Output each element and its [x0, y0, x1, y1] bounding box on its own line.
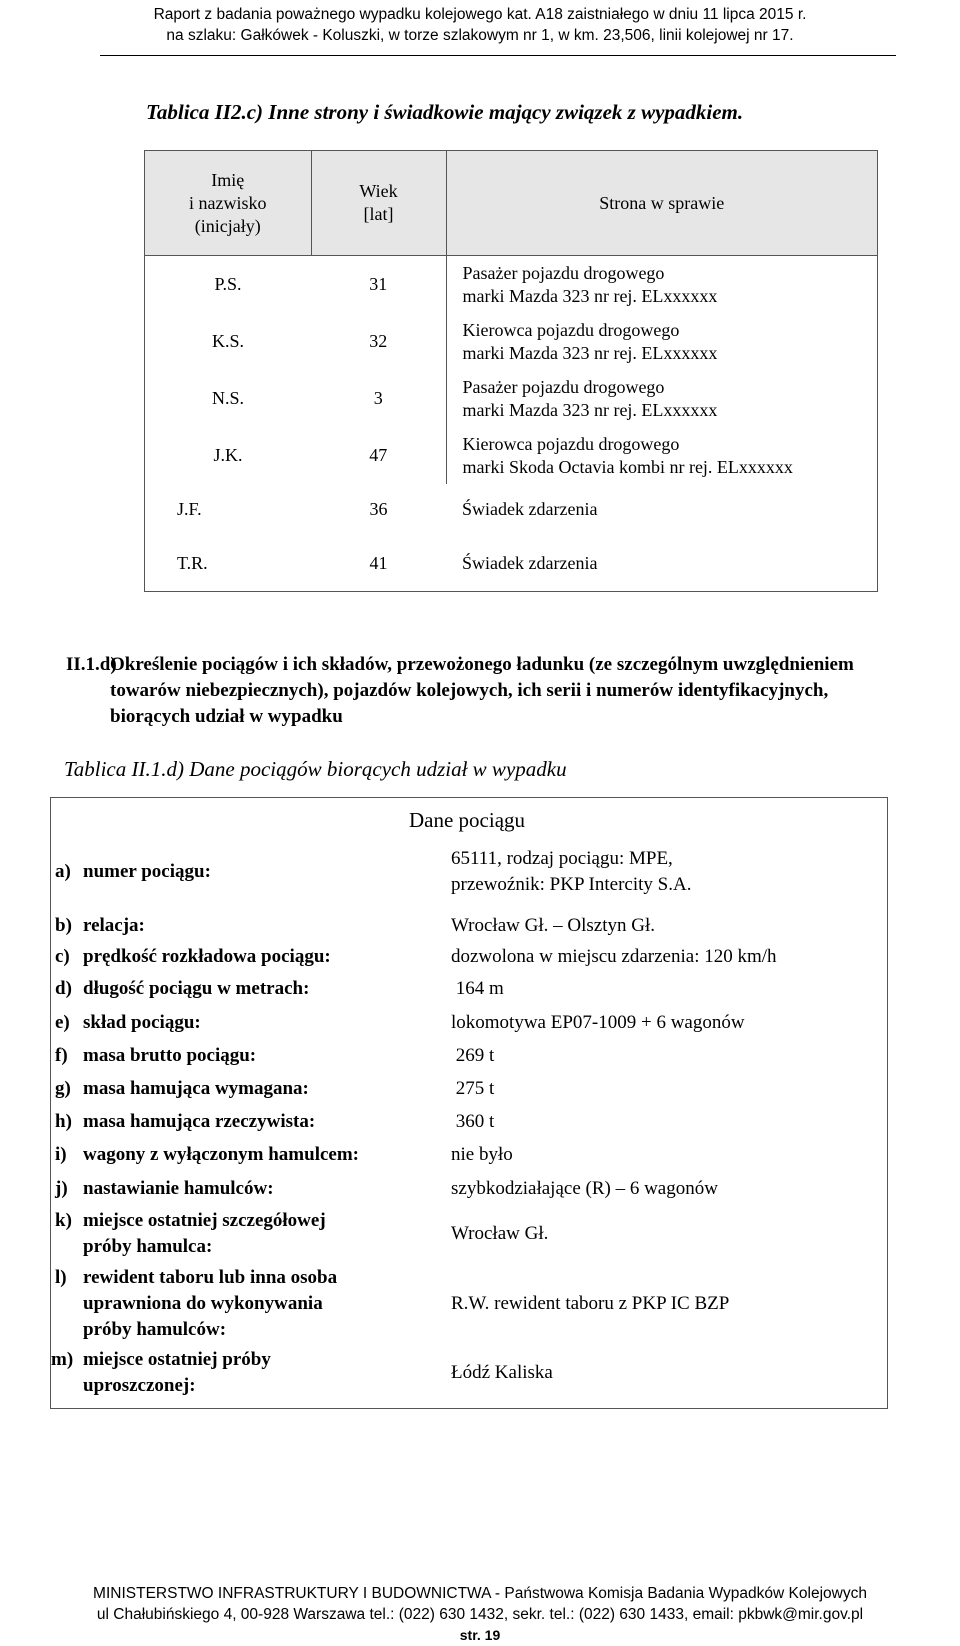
- row-label: l) rewident taboru lub inna osoba uprawniona do wykonywania próby hamulców:: [55, 1267, 338, 1340]
- row-value: 164 m: [451, 978, 504, 999]
- cell-role: Świadek zdarzenia: [446, 535, 878, 592]
- row-label: k) miejsce ostatniej szczegółowej próby hamulca:: [55, 1210, 326, 1257]
- table-header-row: [145, 151, 878, 256]
- row-label: j) nastawianie hamulców:: [55, 1178, 274, 1199]
- cell-name: P.S.: [145, 256, 312, 314]
- cell-age: 31: [311, 256, 446, 314]
- cell-role: Świadek zdarzenia: [446, 484, 878, 535]
- row-value: dozwolona w miejscu zdarzenia: 120 km/h: [451, 946, 777, 967]
- header-role: Strona w sprawie: [446, 151, 878, 256]
- cell-role: Pasażer pojazdu drogowego marki Mazda 323 nr rej. ELxxxxxx: [446, 256, 878, 314]
- row-label: g) masa hamująca wymagana:: [55, 1078, 309, 1099]
- row-label: a) numer pociągu:: [55, 861, 211, 882]
- cell-name: K.S.: [145, 313, 312, 370]
- row-value: nie było: [451, 1144, 513, 1165]
- cell-name: J.F.: [145, 484, 312, 535]
- cell-age: 32: [311, 313, 446, 370]
- row-value: 65111, rodzaj pociągu: MPE, przewoźnik: PKP Intercity S.A.: [451, 848, 692, 895]
- section-heading: [66, 652, 896, 730]
- cell-name: T.R.: [145, 535, 312, 592]
- row-value: Wrocław Gł. – Olsztyn Gł.: [451, 915, 655, 936]
- cell-role: Pasażer pojazdu drogowego marki Mazda 323 nr rej. ELxxxxxx: [446, 370, 878, 427]
- table2-caption: Tablica II.1.d) Dane pociągów biorących udział w wypadku: [64, 757, 567, 781]
- cell-age: 47: [311, 427, 446, 484]
- section-line-3: biorących udział w wypadku: [110, 706, 343, 727]
- table-row: [145, 313, 878, 370]
- footer-line-1: MINISTERSTWO INFRASTRUKTURY I BUDOWNICTWA - Państwowa Komisja Badania Wypadków Kolejowych: [93, 1585, 867, 1602]
- row-label: b) relacja:: [55, 915, 145, 936]
- table1-caption: Tablica II2.c) Inne strony i świadkowie mający związek z wypadkiem.: [146, 100, 744, 124]
- page-number: str. 19: [459, 1627, 501, 1643]
- row-value: 360 t: [451, 1111, 495, 1132]
- cell-role: Kierowca pojazdu drogowego marki Skoda Octavia kombi nr rej. ELxxxxxx: [446, 427, 878, 484]
- train-data-table: [50, 797, 888, 1409]
- train-data-header: Dane pociągu: [409, 808, 526, 832]
- row-value: lokomotywa EP07-1009 + 6 wagonów: [451, 1012, 745, 1033]
- row-label: f) masa brutto pociągu:: [55, 1045, 257, 1066]
- header-name: Imię i nazwisko (inicjały): [145, 151, 312, 256]
- row-value: Wrocław Gł.: [451, 1223, 549, 1244]
- row-value: 275 t: [451, 1078, 495, 1099]
- parties-table: [144, 150, 878, 592]
- row-label: m) miejsce ostatniej próby uproszczonej:: [51, 1349, 271, 1396]
- section-line-2: towarów niebezpiecznych), pojazdów kolejowych, ich serii i numerów identyfikacyjnych,: [110, 680, 829, 701]
- row-value: R.W. rewident taboru z PKP IC BZP: [451, 1293, 730, 1314]
- table-row: [145, 370, 878, 427]
- row-label: c) prędkość rozkładowa pociągu:: [55, 946, 331, 967]
- cell-age: 36: [369, 499, 388, 519]
- row-value: szybkodziałające (R) – 6 wagonów: [451, 1178, 718, 1199]
- row-value: Łódź Kaliska: [451, 1362, 553, 1383]
- header-age: Wiek [lat]: [311, 151, 446, 256]
- page-footer: [0, 1583, 960, 1646]
- header-rule: [100, 55, 896, 56]
- table-row: [145, 535, 878, 592]
- cell-role: Kierowca pojazdu drogowego marki Mazda 323 nr rej. ELxxxxxx: [446, 313, 878, 370]
- header-line-1: Raport z badania poważnego wypadku kolejowego kat. A18 zaistniałego w dniu 11 lipca 2015 r.: [153, 6, 807, 23]
- cell-age: 41: [311, 535, 446, 592]
- row-label: h) masa hamująca rzeczywista:: [55, 1111, 316, 1132]
- table-row: [145, 427, 878, 484]
- table-row: [145, 484, 878, 535]
- cell-name: N.S.: [145, 370, 312, 427]
- row-value: 269 t: [451, 1045, 495, 1066]
- section-line-1: Określenie pociągów i ich składów, przewożonego ładunku (ze szczególnym uwzględnieniem: [110, 654, 854, 675]
- cell-name: J.K.: [145, 427, 312, 484]
- cell-age: 3: [311, 370, 446, 427]
- row-label: i) wagony z wyłączonym hamulcem:: [55, 1144, 359, 1165]
- row-label: d) długość pociągu w metrach:: [55, 978, 310, 999]
- table-row: [145, 256, 878, 314]
- header-line-2: na szlaku: Gałkówek - Koluszki, w torze szlakowym nr 1, w km. 23,506, linii kolejowej nr 17.: [166, 27, 794, 44]
- section-number: II.1.d): [66, 654, 117, 675]
- footer-line-2: ul Chałubińskiego 4, 00-928 Warszawa tel.: (022) 630 1432, sekr. tel.: (022) 630 1433, email: pkbwk@mir.gov.pl: [96, 1606, 864, 1623]
- running-header: [0, 4, 960, 46]
- row-label: e) skład pociągu:: [55, 1012, 201, 1033]
